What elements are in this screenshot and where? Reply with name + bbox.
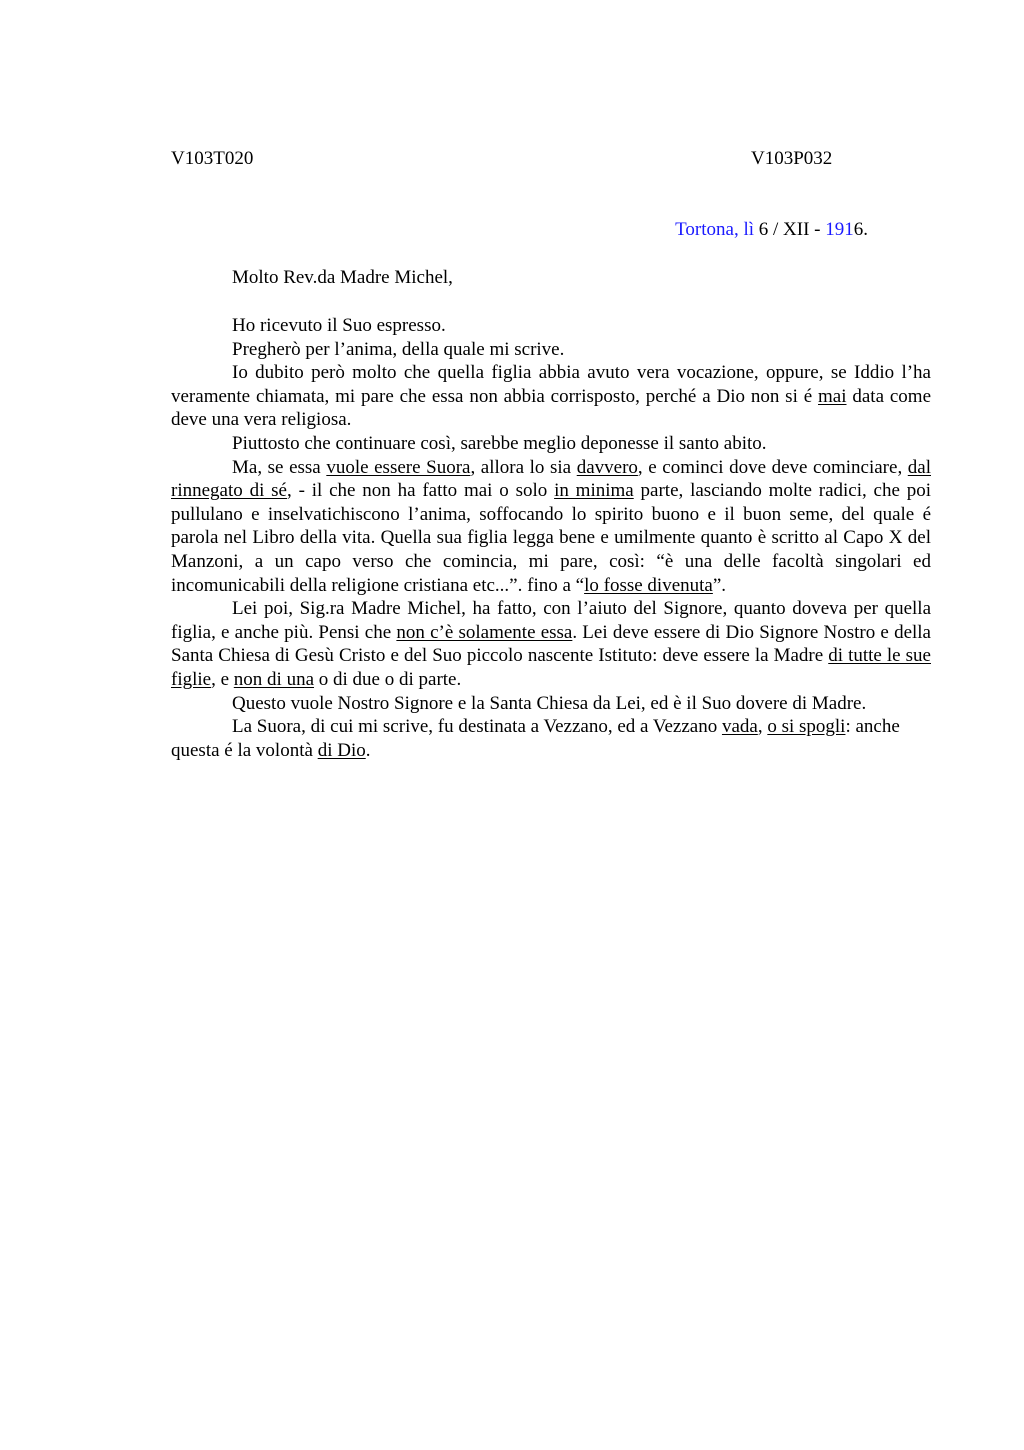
text-segment: data come deve una vera religiosa. <box>171 385 931 431</box>
salutation: Molto Rev.da Madre Michel, <box>232 267 453 288</box>
text-segment: , <box>757 716 768 738</box>
text-segment: ”. <box>712 574 727 596</box>
letter-body <box>171 314 931 762</box>
text-segment: Ma, se essa <box>232 456 327 478</box>
paragraph-8 <box>171 715 931 762</box>
paragraph-2: Pregherò per l’anima, della quale mi scrive. <box>232 338 565 360</box>
date-year-digit: 6. <box>853 219 868 240</box>
date-place: Tortona, lì <box>675 219 755 240</box>
underlined-text: vuole essere Suora <box>326 456 471 478</box>
underlined-text: mai <box>818 385 847 407</box>
text-segment: , e <box>211 668 234 690</box>
text-segment: Io dubito però molto che quella figlia abbia avuto vera vocazione, oppure, se Iddio l’ha veramente chiamata, mi pare che essa non abbia corrisposto, perché a Dio non si é <box>171 362 931 407</box>
text-segment: Lei poi, Sig.ra Madre Michel, ha fatto, con l’aiuto del Signore, quanto doveva per quella figlia, e anche più. Pensi che <box>171 598 931 643</box>
paragraph-6 <box>171 597 931 691</box>
date-line <box>675 219 868 241</box>
text-segment: . Lei deve essere di Dio Signore Nostro e della Santa Chiesa di Gesù Cristo e del Suo piccolo nascente Istituto: deve essere la Madre <box>171 621 931 667</box>
paragraph-3 <box>171 361 931 432</box>
underlined-text: davvero <box>576 456 638 478</box>
paragraph-4: Piuttosto che continuare così, sarebbe meglio deponesse il santo abito. <box>232 432 767 454</box>
underlined-text: di Dio <box>317 739 366 761</box>
text-segment: . <box>365 739 371 761</box>
underlined-text: non di una <box>233 668 315 690</box>
paragraph-5 <box>171 456 931 598</box>
text-segment: La Suora, di cui mi scrive, fu destinata a Vezzano, ed a Vezzano <box>232 716 722 738</box>
text-segment: , - il che non ha fatto mai o solo <box>287 480 555 502</box>
underlined-text: di tutte le sue figlie <box>171 645 931 690</box>
text-segment: , allora lo sia <box>470 456 577 478</box>
reference-code-right: V103P032 <box>751 148 833 169</box>
paragraph-1: Ho ricevuto il Suo espresso. <box>232 315 446 336</box>
underlined-text: non c’è solamente essa <box>396 621 573 643</box>
underlined-text: in minima <box>554 480 634 502</box>
text-segment: , e cominci dove deve cominciare, <box>637 456 908 478</box>
underlined-text: vada <box>721 716 758 738</box>
date-year-century: 191 <box>825 219 854 240</box>
reference-code-left: V103T020 <box>171 148 254 169</box>
text-segment: o di due o di parte. <box>314 668 462 690</box>
date-day-month: 6 / XII - <box>754 219 826 240</box>
underlined-text: lo fosse divenuta <box>584 574 713 596</box>
paragraph-7: Questo vuole Nostro Signore e la Santa Chiesa da Lei, ed è il Suo dovere di Madre. <box>232 692 867 714</box>
underlined-text: dal rinnegato di sé <box>171 456 931 502</box>
text-segment: parte, lasciando molte radici, che poi pullulano e inselvatichiscono l’anima, soffocando lo spirito buono e il buon seme, del quale é parola nel Libro della vita. Quella sua figlia legga bene e umilmente quanto è scritto al Capo X del Manzoni, a un capo verso che comincia, mi pare, così: “è una delle facoltà singolari ed incomunicabili della religione cristiana etc...”. fino a “ <box>171 480 932 596</box>
underlined-text: o si spogli <box>767 716 846 738</box>
text-segment: : anche questa é la volontà <box>171 716 900 761</box>
